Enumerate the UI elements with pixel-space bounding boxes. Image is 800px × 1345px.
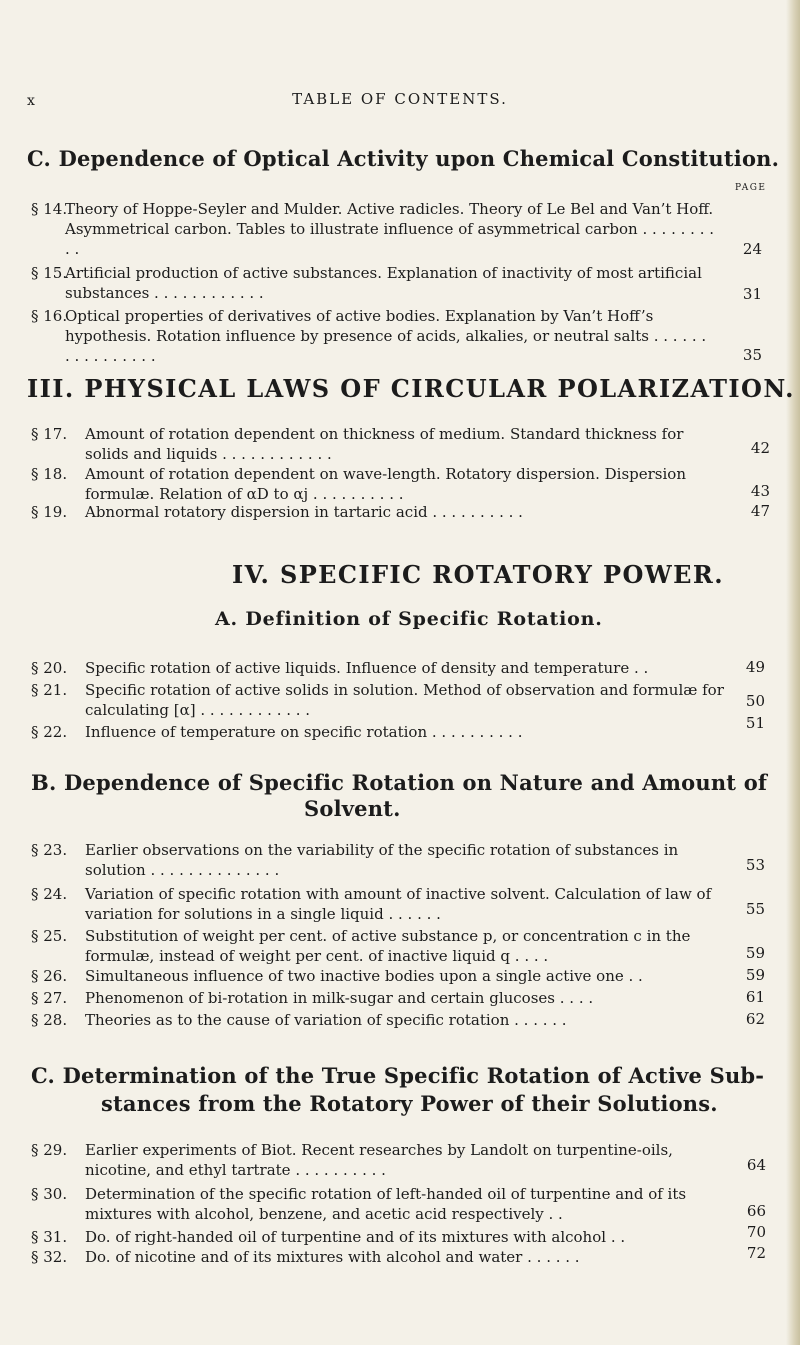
page-ref: 61	[745, 988, 765, 1006]
page-ref: 31	[742, 285, 762, 303]
section-number: § 17.	[31, 425, 68, 443]
section-number: § 28.	[31, 1011, 68, 1029]
page-ref: 66	[746, 1202, 766, 1220]
entry-text: Optical properties of derivatives of active bodies. Explanation by Van’t Hoff’s hypothesis. Rotation influence by presence of acids, alkalies, or neutral salts . . . . . . . . . . . . . . . .	[65, 307, 707, 365]
entry-text: Theories as to the cause of variation of specific rotation . . . . . .	[85, 1011, 567, 1029]
section-number: § 22.	[31, 723, 68, 741]
entry-text: Variation of specific rotation with amount of inactive solvent. Calculation of law of variation for solutions in a single liquid . . . . . .	[85, 885, 712, 923]
entry-text: Theory of Hoppe-Seyler and Mulder. Active radicles. Theory of Le Bel and Van’t Hoff. Asymmetrical carbon. Tables to illustrate influence of asymmetrical carbon . . . . . . . . . .	[65, 200, 714, 258]
subsection-heading-b: B. Dependence of Specific Rotation on Nature and Amount of	[31, 770, 768, 795]
section-number: § 23.	[31, 841, 68, 859]
page-ref: 51	[745, 714, 765, 732]
subsection-heading-c: C. Determination of the True Specific Rotation of Active Sub-	[31, 1063, 765, 1088]
page-ref: 59	[745, 944, 765, 962]
section-heading-c: C. Dependence of Optical Activity upon Chemical Constitution.	[27, 146, 780, 171]
entry-text: Do. of nicotine and of its mixtures with alcohol and water . . . . . .	[85, 1248, 580, 1266]
entry-text: Phenomenon of bi-rotation in milk-sugar and certain glucoses . . . .	[85, 989, 594, 1007]
entry-text: Determination of the specific rotation of left-handed oil of turpentine and of its mixtures with alcohol, benzene, and acetic acid respectively . .	[85, 1185, 687, 1223]
page-column-label: PAGE	[735, 183, 767, 193]
entry-text: Do. of right-handed oil of turpentine and of its mixtures with alcohol . .	[85, 1228, 626, 1246]
entry-text: Specific rotation of active liquids. Influence of density and temperature . .	[85, 659, 649, 677]
section-number: § 25.	[31, 927, 68, 945]
entry-text: Simultaneous influence of two inactive bodies upon a single active one . .	[85, 967, 643, 985]
page-number: x	[27, 93, 35, 109]
entry-text: Abnormal rotatory dispersion in tartaric acid . . . . . . . . . .	[85, 503, 523, 521]
subsection-heading-c-line2: stances from the Rotatory Power of their Solutions.	[101, 1091, 718, 1116]
section-number: § 15.	[31, 264, 68, 282]
page-ref: 35	[742, 346, 762, 364]
subsection-heading-b-line2: Solvent.	[304, 796, 401, 821]
running-head: TABLE OF CONTENTS.	[292, 90, 508, 108]
page-ref: 64	[746, 1156, 766, 1174]
part-heading-iii: III. PHYSICAL LAWS OF CIRCULAR POLARIZATION.	[27, 374, 795, 403]
entry-text: Earlier observations on the variability of the specific rotation of substances in solution . . . . . . . . . . . . . .	[85, 841, 679, 879]
page-ref: 50	[745, 692, 765, 710]
entry-text: Influence of temperature on specific rotation . . . . . . . . . .	[85, 723, 523, 741]
page-ref: 42	[750, 439, 770, 457]
page-ref: 53	[745, 856, 765, 874]
section-number: § 24.	[31, 885, 68, 903]
section-number: § 16.	[31, 307, 68, 325]
section-number: § 30.	[31, 1185, 68, 1203]
section-number: § 18.	[31, 465, 68, 483]
entry-text: Amount of rotation dependent on thickness of medium. Standard thickness for solids and liquids . . . . . . . . . . . .	[85, 425, 684, 463]
section-number: § 31.	[31, 1228, 68, 1246]
section-number: § 21.	[31, 681, 68, 699]
page-edge	[786, 0, 800, 1345]
section-number: § 32.	[31, 1248, 68, 1266]
page-ref: 70	[746, 1223, 766, 1241]
entry-text: Substitution of weight per cent. of active substance p, or concentration c in the formulæ, instead of weight per cent. of inactive liquid q . . . .	[85, 927, 691, 965]
page-ref: 47	[750, 502, 770, 520]
section-number: § 29.	[31, 1141, 68, 1159]
entry-text: Earlier experiments of Biot. Recent researches by Landolt on turpentine-oils, nicotine, and ethyl tartrate . . . . . . . . . .	[85, 1141, 673, 1179]
part-heading-iv: IV. SPECIFIC ROTATORY POWER.	[232, 560, 724, 589]
entry-text: Amount of rotation dependent on wave-length. Rotatory dispersion. Dispersion formulæ. Relation of αD to αj . . . . . . . . . .	[85, 465, 686, 503]
page-ref: 62	[745, 1010, 765, 1028]
entry-text: Artificial production of active substances. Explanation of inactivity of most artificial substances . . . . . . . . . . . .	[65, 264, 702, 302]
page-ref: 43	[750, 482, 770, 500]
subsection-heading-a: A. Definition of Specific Rotation.	[215, 608, 603, 630]
page-ref: 72	[746, 1244, 766, 1262]
page-ref: 55	[745, 900, 765, 918]
entry-text: Specific rotation of active solids in solution. Method of observation and formulæ for calculating [α] . . . . . . . . . . . .	[85, 681, 724, 719]
section-number: § 20.	[31, 659, 68, 677]
section-number: § 27.	[31, 989, 68, 1007]
page-ref: 24	[742, 240, 762, 258]
section-number: § 14.	[31, 200, 68, 218]
section-number: § 19.	[31, 503, 68, 521]
page-ref: 59	[745, 966, 765, 984]
section-number: § 26.	[31, 967, 68, 985]
page-ref: 49	[745, 658, 765, 676]
